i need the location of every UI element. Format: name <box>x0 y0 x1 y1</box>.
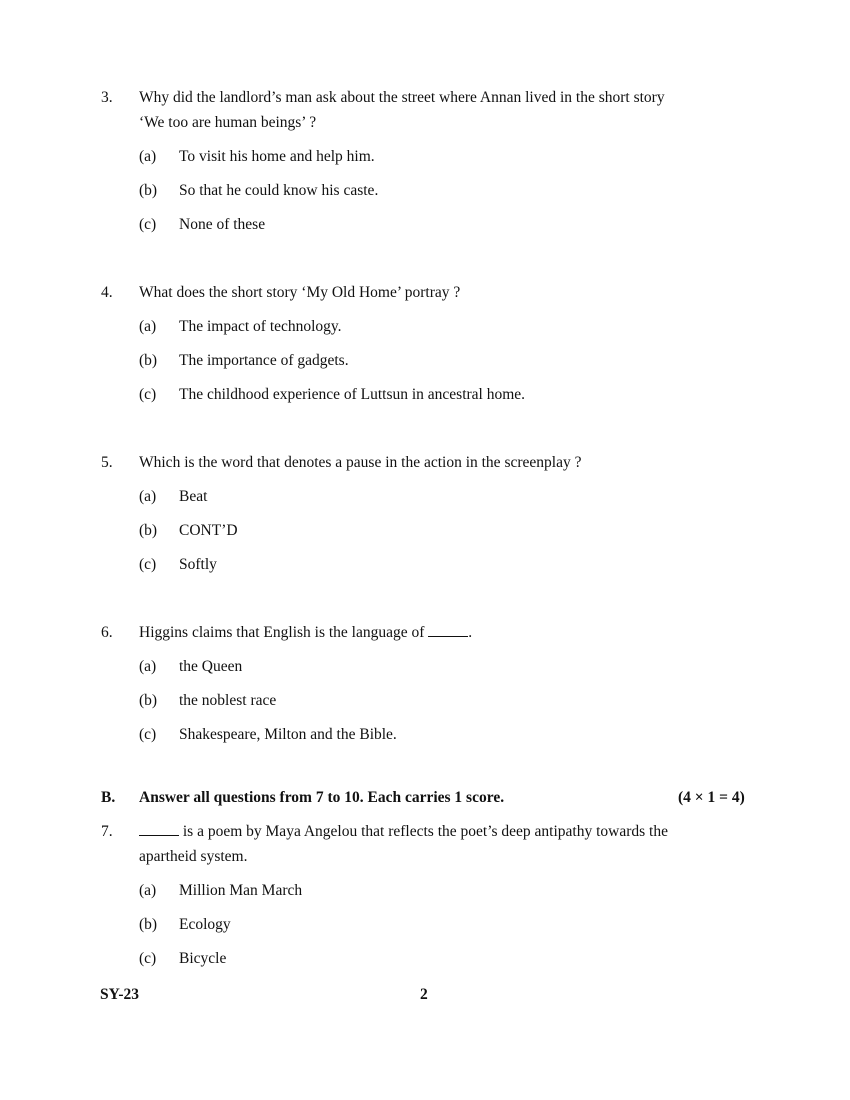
question-5-option-b-label: (b) <box>139 522 158 539</box>
section-instruction: Answer all questions from 7 to 10. Each carries 1 score. <box>139 789 505 806</box>
question-5-text: Which is the word that denotes a pause in the action in the screenplay ? <box>139 454 582 471</box>
answer-blank <box>139 823 179 836</box>
answer-blank <box>428 624 468 637</box>
section-letter: B. <box>101 789 116 806</box>
question-6-option-a-label: (a) <box>139 658 157 675</box>
question-4-option-a-label: (a) <box>139 318 157 335</box>
question-5-option-c-label: (c) <box>139 556 157 573</box>
question-7-option-c-text: Bicycle <box>179 950 227 967</box>
question-6-period: . <box>468 624 473 641</box>
question-6-option-b-label: (b) <box>139 692 158 709</box>
page-number: 2 <box>420 986 428 1003</box>
question-3-option-b-label: (b) <box>139 182 158 199</box>
question-7-text-line-2: apartheid system. <box>139 848 248 865</box>
question-6-option-b-text: the noblest race <box>179 692 277 709</box>
question-6-text-body: Higgins claims that English is the language of <box>139 624 425 641</box>
question-7-option-b-label: (b) <box>139 916 158 933</box>
question-7-text-line-1-rest: is a poem by Maya Angelou that reflects the poet’s deep antipathy towards the <box>179 823 668 840</box>
question-3-option-c-label: (c) <box>139 216 157 233</box>
question-5-option-a-label: (a) <box>139 488 157 505</box>
question-7-option-a-text: Million Man March <box>179 882 303 899</box>
question-6-option-a-text: the Queen <box>179 658 243 675</box>
question-3-option-a-text: To visit his home and help him. <box>179 148 375 165</box>
question-3-option-c-text: None of these <box>179 216 266 233</box>
question-6-option-c-label: (c) <box>139 726 157 743</box>
question-7-option-b-text: Ecology <box>179 916 231 933</box>
question-3-option-b-text: So that he could know his caste. <box>179 182 379 199</box>
question-3-number: 3. <box>101 89 113 106</box>
question-7-text-line-1 <box>139 823 668 841</box>
question-6-number: 6. <box>101 624 113 641</box>
question-3-option-a-label: (a) <box>139 148 157 165</box>
question-3-text-line-1: Why did the landlord’s man ask about the street where Annan lived in the short story <box>139 89 665 106</box>
question-7-option-c-label: (c) <box>139 950 157 967</box>
paper-code: SY-23 <box>100 986 140 1003</box>
question-5-number: 5. <box>101 454 113 471</box>
question-6-text <box>139 624 472 642</box>
question-4-option-b-text: The importance of gadgets. <box>179 352 349 369</box>
question-5-option-c-text: Softly <box>179 556 217 573</box>
question-5-option-b-text: CONT’D <box>179 522 238 539</box>
question-6-option-c-text: Shakespeare, Milton and the Bible. <box>179 726 397 743</box>
question-4-option-c-text: The childhood experience of Luttsun in ancestral home. <box>179 386 526 403</box>
question-4-number: 4. <box>101 284 113 301</box>
question-4-option-b-label: (b) <box>139 352 158 369</box>
question-4-option-a-text: The impact of technology. <box>179 318 342 335</box>
question-3-text-line-2: ‘We too are human beings’ ? <box>139 114 317 131</box>
section-score: (4 × 1 = 4) <box>678 789 745 806</box>
question-4-text: What does the short story ‘My Old Home’ portray ? <box>139 284 461 301</box>
question-7-option-a-label: (a) <box>139 882 157 899</box>
question-5-option-a-text: Beat <box>179 488 208 505</box>
question-4-option-c-label: (c) <box>139 386 157 403</box>
question-7-number: 7. <box>101 823 113 840</box>
